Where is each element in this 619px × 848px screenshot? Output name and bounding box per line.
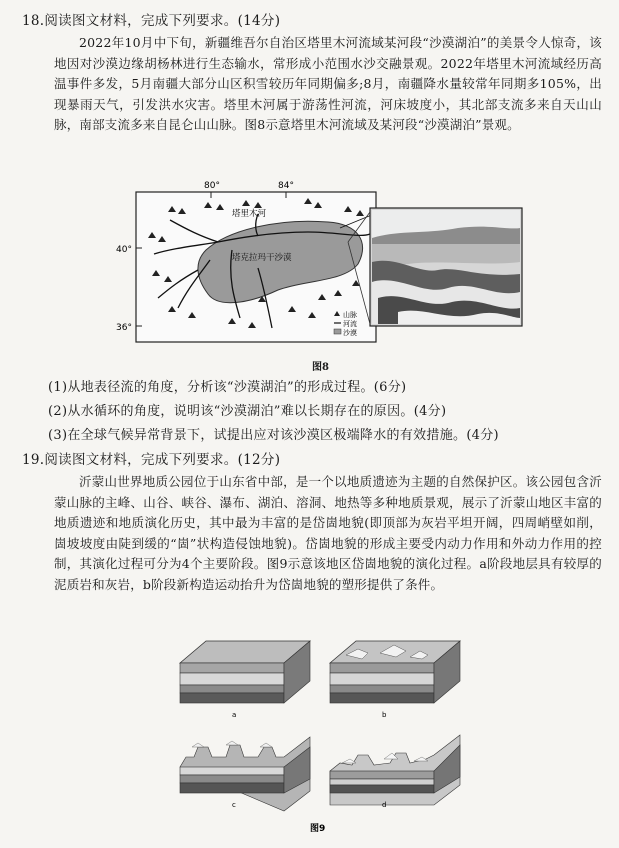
figure-9-svg [170, 635, 470, 835]
lat-label-40: 40° [116, 245, 132, 255]
question-18-paragraph: 2022年10月中下旬，新疆维吾尔自治区塔里木河流域某河段“沙漠湖泊”的美景令人惊奇，该地因对沙漠边缘胡杨林进行生态输水，常形成小范围水沙交融景观。2022年塔里木河流域经历高温事件多发，5月南疆大部分山区积雪较历年同期偏多;8月，南疆降水量较常年同期多105%，出现暴雨天气，引发洪水灾害。塔里木河属于游荡性河流，河床坡度小，其北部支流多来自天山山脉，南部支流多来自昆仑山山脉。图8示意塔里木河流域及某河段“沙漠湖泊”景观。 [54, 35, 602, 132]
desert-lake-photo [348, 208, 522, 326]
q18-subquestion-1: (1)从地表径流的角度，分析该“沙漠湖泊”的形成过程。(6分) [48, 380, 407, 395]
lon-label-84: 84° [278, 181, 294, 191]
figure-8-svg [108, 178, 528, 358]
map-river-label: 塔里木河 [232, 209, 267, 219]
q18-subquestion-2: (2)从水循环的角度，说明该“沙漠湖泊”难以长期存在的原因。(4分) [48, 404, 447, 419]
block-a [180, 641, 310, 703]
stage-label-b: b [382, 711, 387, 719]
figure-9 [170, 635, 470, 835]
question-18-heading: 18.阅读图文材料，完成下列要求。(14分) [22, 13, 281, 29]
stage-label-c: c [232, 801, 236, 809]
legend-river: 河流 [343, 320, 357, 328]
question-19-heading: 19.阅读图文材料，完成下列要求。(12分) [22, 452, 281, 468]
q18-subquestion-3: (3)在全球气候异常背景下，试提出应对该沙漠区极端降水的有效措施。(4分) [48, 428, 499, 443]
legend-mountain: 山脉 [343, 311, 357, 319]
map-legend [334, 310, 357, 337]
lon-label-80: 80° [204, 181, 220, 191]
question-19-paragraph: 沂蒙山世界地质公园位于山东省中部，是一个以地质遗迹为主题的自然保护区。该公园包含沂蒙山脉的主峰、山谷、峡谷、瀑布、湖泊、溶洞、地热等多种地质景观，展示了沂蒙山地区丰富的地质遗迹和地质演化历史，其中最为丰富的是岱崮地貌(即顶部为灰岩平坦开阔，四周峭壁如削，崮坡坡度由陡到缓的“崮”状构造侵蚀地貌)。岱崮地貌的形成主要受内动力作用和外动力作用的控制，其演化过程可分为4个主要阶段。图9示意该地区岱崮地貌的演化过程。a阶段地层具有较厚的泥质岩和灰岩，b阶段新构造运动抬升为岱崮地貌的塑形提供了条件。 [54, 474, 602, 592]
stage-label-d: d [382, 801, 387, 809]
lat-label-36: 36° [116, 323, 132, 333]
stage-label-a: a [232, 711, 237, 719]
map-desert-label: 塔克拉玛干沙漠 [232, 253, 292, 263]
figure-8-caption: 图8 [312, 362, 329, 373]
figure-9-caption: 图9 [310, 824, 326, 834]
block-b [330, 641, 460, 703]
legend-desert: 沙漠 [343, 329, 357, 337]
figure-8 [108, 178, 528, 358]
block-d [330, 735, 460, 805]
block-c [180, 737, 310, 811]
